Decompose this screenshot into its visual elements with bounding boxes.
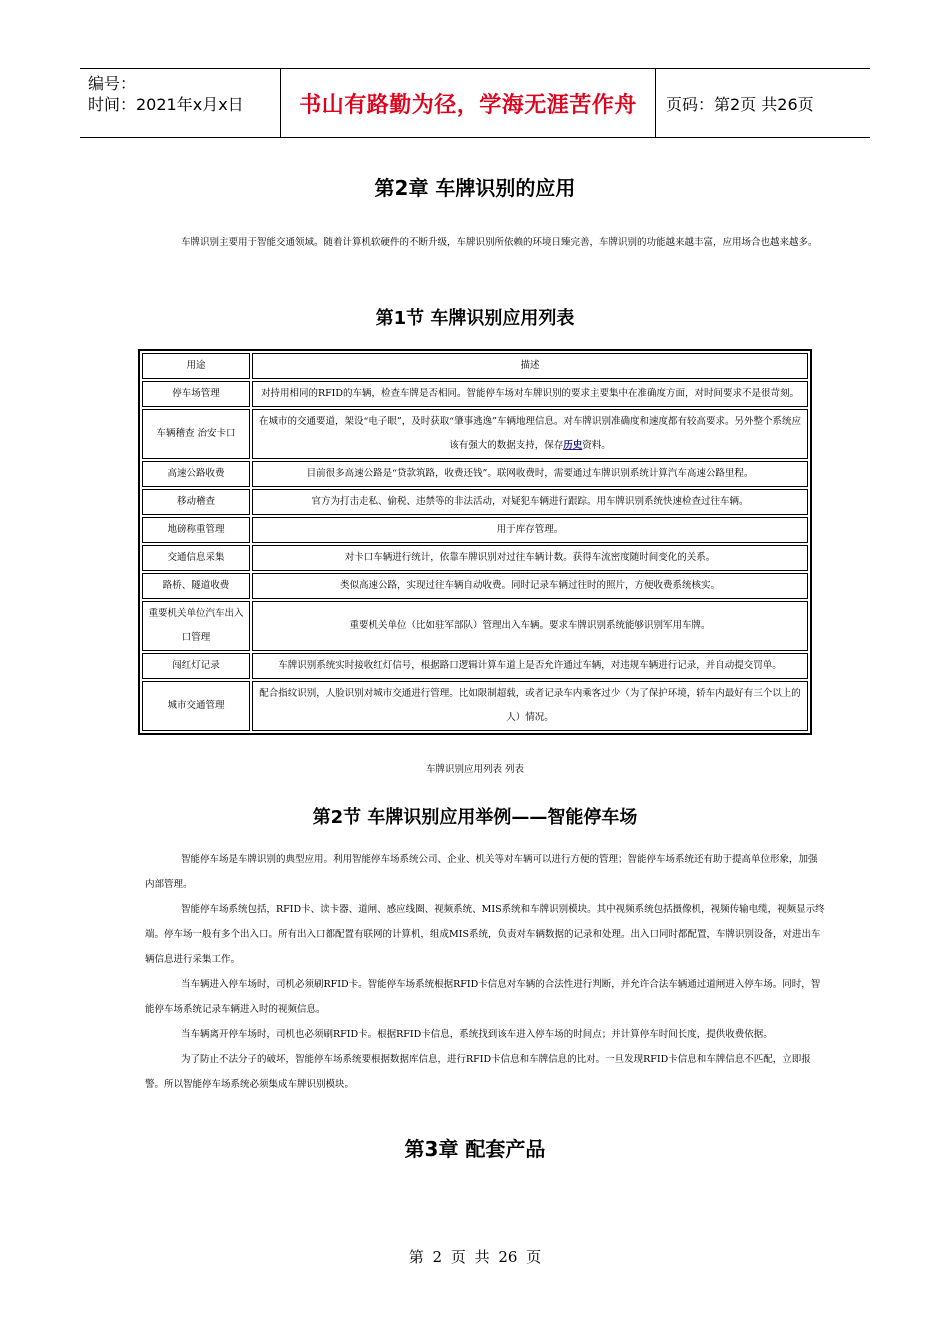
table-caption: 车牌识别应用列表 列表 xyxy=(425,764,525,775)
paragraph: 当车辆离开停车场时，司机也必须刷RFID卡。根据RFID卡信息，系统找到该车进入停车场的时间点；并计算停车时间长度，提供收费依据。 xyxy=(181,1029,773,1040)
page-footer: 第 2 页 共 26 页 xyxy=(408,1248,542,1266)
paragraph: 为了防止不法分子的破坏，智能停车场系统要根据数据库信息，进行RFID卡信息和车牌信息的比对。一旦发现RFID卡信息和车牌信息不匹配，立即报警。所以智能停车场系统必须集成车牌识别模块。 xyxy=(145,1054,811,1090)
page-header xyxy=(80,68,870,138)
table-row xyxy=(142,681,808,731)
use-cell: 路桥、隧道收费 xyxy=(142,573,250,599)
paragraph: 智能停车场系统包括，RFID卡、读卡器、道闸、感应线圈、视频系统、MIS系统和车牌识别模块。其中视频系统包括摄像机，视频传输电缆，视频显示终端。停车场一般有多个出入口。所有出入口都配置有联网的计算机，组成MIS系统，负责对车辆数据的记录和处理。出入口同时都配置，车牌识别设备，对进出车辆信息进行采集工作。 xyxy=(145,904,825,965)
header-motto: 书山有路勤为径，学海无涯苦作舟 xyxy=(280,69,656,137)
table-header-row xyxy=(142,353,808,379)
desc-text-end: 资料。 xyxy=(582,440,611,451)
desc-cell xyxy=(252,409,808,459)
desc-cell: 车牌识别系统实时接收红灯信号，根据路口逻辑计算车道上是否允许通过车辆，对违规车辆进行记录，并自动提交罚单。 xyxy=(252,653,808,679)
desc-text: 在城市的交通要道，架设“电子眼”，及时获取“肇事逃逸”车辆地理信息。对车牌识别准确度和速度都有较高要求。另外整个系统应该有强大的数据支持，保存 xyxy=(259,416,801,451)
section-2-body xyxy=(0,847,825,1097)
table-row xyxy=(142,517,808,543)
use-cell: 重要机关单位汽车出入口管理 xyxy=(142,601,250,651)
header-time: 时间：2021年x月x日 xyxy=(88,95,244,114)
table-row xyxy=(142,601,808,651)
section-2-title: 第2节 车牌识别应用举例——智能停车场 xyxy=(312,807,638,828)
section-1-title: 第1节 车牌识别应用列表 xyxy=(375,308,575,329)
use-cell: 高速公路收费 xyxy=(142,461,250,487)
use-cell: 闯红灯记录 xyxy=(142,653,250,679)
column-header-desc: 描述 xyxy=(252,353,808,379)
table-row xyxy=(142,653,808,679)
use-cell: 城市交通管理 xyxy=(142,681,250,731)
desc-cell: 目前很多高速公路是“贷款筑路，收费还钱”。联网收费时，需要通过车牌识别系统计算汽车高速公路里程。 xyxy=(252,461,808,487)
paragraph: 当车辆进入停车场时，司机必须刷RFID卡。智能停车场系统根据RFID卡信息对车辆的合法性进行判断，并允许合法车辆通过道闸进入停车场。同时，智能停车场系统记录车辆进入时的视频信息。 xyxy=(145,979,821,1015)
table-row xyxy=(142,573,808,599)
table-row xyxy=(142,461,808,487)
table-row xyxy=(142,409,808,459)
chapter-2-intro: 车牌识别主要用于智能交通领域。随着计算机软硬件的不断升级，车牌识别所依赖的环境日臻完善，车牌识别的功能越来越丰富，应用场合也越来越多。 xyxy=(181,237,818,248)
desc-cell: 用于库存管理。 xyxy=(252,517,808,543)
desc-cell: 重要机关单位（比如驻军部队）管理出入车辆。要求车牌识别系统能够识别军用车牌。 xyxy=(252,601,808,651)
desc-cell: 类似高速公路，实现过往车辆自动收费。同时记录车辆过往时的照片，方便收费系统核实。 xyxy=(252,573,808,599)
use-cell: 移动稽查 xyxy=(142,489,250,515)
table-row xyxy=(142,545,808,571)
use-cell: 交通信息采集 xyxy=(142,545,250,571)
header-number: 编号： xyxy=(88,74,137,93)
desc-cell: 对持用相同的RFID的车辆，检查车牌是否相同。智能停车场对车牌识别的要求主要集中在准确度方面，对时间要求不是很苛刻。 xyxy=(252,381,808,407)
chapter-2-title: 第2章 车牌识别的应用 xyxy=(374,176,576,200)
desc-cell: 配合指纹识别，人脸识别对城市交通进行管理。比如限制超载，或者记录车内乘客过少（为了保护环境，轿车内最好有三个以上的人）情况。 xyxy=(252,681,808,731)
history-link[interactable]: 历史 xyxy=(563,440,583,451)
use-cell: 车辆稽查 治安卡口 xyxy=(142,409,250,459)
use-cell: 停车场管理 xyxy=(142,381,250,407)
desc-cell: 对卡口车辆进行统计，依靠车牌识别对过往车辆计数。获得车流密度随时间变化的关系。 xyxy=(252,545,808,571)
use-cell: 地磅称重管理 xyxy=(142,517,250,543)
paragraph: 智能停车场是车牌识别的典型应用。利用智能停车场系统公司、企业、机关等对车辆可以进行方便的管理；智能停车场系统还有助于提高单位形象，加强内部管理。 xyxy=(145,854,818,890)
application-table xyxy=(138,349,812,735)
desc-cell: 官方为打击走私、偷税、违禁等的非法活动，对疑犯车辆进行跟踪。用车牌识别系统快速检查过往车辆。 xyxy=(252,489,808,515)
header-page-info: 页码：第2页 共26页 xyxy=(666,94,814,114)
table-row xyxy=(142,489,808,515)
header-meta xyxy=(80,69,280,137)
chapter-3-title: 第3章 配套产品 xyxy=(404,1137,546,1161)
column-header-use: 用途 xyxy=(142,353,250,379)
table-row xyxy=(142,381,808,407)
